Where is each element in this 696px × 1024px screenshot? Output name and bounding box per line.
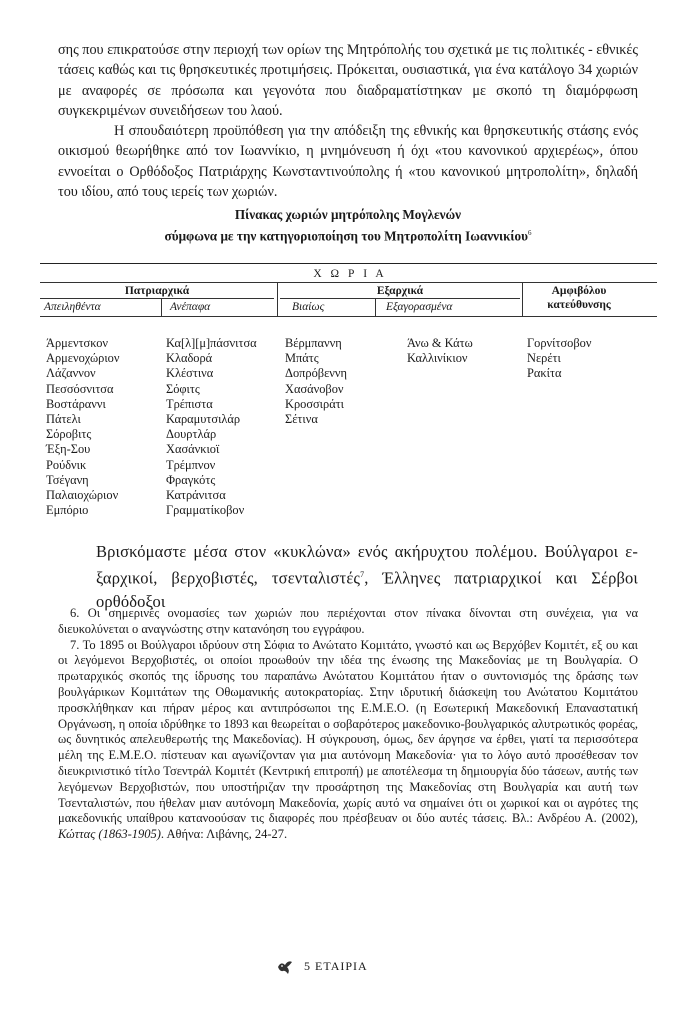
village-name: Δοπρόβεννη [285,366,347,381]
village-name: Τρέμπνον [166,457,216,472]
footnote-6: 6. Οι σημερινές ονομασίες των χωριών που περιέχονται στον πίνακα δίνονται στη συνέχεια, για να διευκολύνεται ο αναγνώστης στην κατανόηση του εγγράφου. [58,606,638,636]
column-apeilithenta [46,336,119,518]
village-name: Καλλινίκιον [407,351,468,366]
footnote-7-end: . Αθήνα: Λιβάνης, 24-27. [160,827,288,842]
separator-2 [522,283,523,316]
village-name: Σόφιτς [166,381,200,396]
village-name: Παλαιοχώριον [46,488,119,503]
table-title-note: 6 [527,229,532,237]
patriarchal-rule [40,298,274,299]
village-name: Γορνίτσοβον [527,336,592,350]
village-name: Πεσσόσνιτσα [46,381,114,396]
intro-text [58,40,638,202]
body-line-2-pre: ξαρχικοί, βερχοβιστές, τσενταλιστές [96,568,361,588]
subheader-anepafa: Ανέπαφα [170,301,211,313]
village-name: Τρέπιστα [166,396,213,411]
village-name: Χασάνοβον [285,381,344,396]
column-viaios [285,336,347,427]
table-header-rule [40,282,657,283]
village-name: Κατράνιτσα [166,488,226,503]
footnote-7 [58,638,638,843]
subheader-exagorasmena: Εξαγορασμένα [386,301,453,313]
village-name: Κροσσιράτι [285,396,345,411]
intro-paragraph-1: σης που επικρατούσε στην περιοχή των ορίων της Μητρόπολής του σχετικά με τις πολιτικές - εθνικές τάσεις καθώς και τις θρησκευτικές προτιμήσεις. Πρόκειται, ουσιαστικά, για ένα κατάλογο 34 χωριών με αναφορές σε πρόσωπα και γεγονότα που διαδραματίστηκαν με σκοπό τη διαμόρφωση συγκεκριμένων συνειδήσεων του λαού. [58,42,638,119]
village-name: Βέρμπαννη [285,336,342,350]
table-title-line-2-wrap [58,224,638,245]
village-name: Λάζαννον [46,366,96,381]
body-line-1: Βρισκόμαστε μέσα στον «κυκλώνα» ενός ακήρυχτου πολέμου. Βούλγαροι ε- [96,542,638,561]
table-title-line-1: Πίνακας χωριών μητρόπολης Μογλενών [234,207,462,222]
village-name: Τσέγανη [46,472,89,487]
exarchal-rule [280,298,520,299]
bird-emblem-icon [276,958,294,976]
footnote-7-title: Κώττας (1863-1905) [58,827,161,842]
separator-3 [161,299,162,316]
table-title [58,206,638,245]
village-name: Ρούδνικ [46,457,87,472]
village-name: Κλαδορά [166,351,213,366]
village-name: Σόροβιτς [46,427,92,442]
group-exarchal: Εξαρχικά [376,285,424,297]
village-name: Νερέτι [527,351,561,366]
village-name: Χασάνκιοϊ [166,442,220,457]
village-name: Κλέστινα [166,366,214,381]
intro-paragraph-2: Η σπουδαιότερη προϋπόθεση για την απόδειξη της εθνικής και θρησκευτικής στάσης ενός οικισμού θεωρήθηκε από τον Ιωαννίκιο, η μνημόνευση ή όχι «του κανονικού αρχιερέως», όπου εννοείται ο Ορθόδοξος Πατριάρχης Κωνσταντινούπολης ή «του κανονικού μητροπολίτη», δηλαδή του ιδίου, από τους ιερείς των χωριών. [58,123,638,201]
table-top-header: Χ Ω Ρ Ι Α [313,268,387,280]
footnotes [58,606,638,843]
village-name: Γραμματίκοβον [166,503,245,518]
village-name: Καραμυτσιλάρ [166,412,241,427]
column-exagorasmena [407,336,473,366]
subheader-viaios: Βιαίως [292,301,325,313]
table-subheader-rule [40,316,657,317]
village-name: Εμπόριο [46,503,89,518]
table-title-line-2: σύμφωνα με την κατηγοριοποίηση του Μητροπολίτη Ιωαννικίου [164,228,528,244]
column-ambiguous [527,336,591,382]
separator-4 [375,299,376,316]
village-name: Φραγκότς [166,472,216,487]
village-name: Σέτινα [285,412,318,427]
group-ambiguous: Αμφιβόλου κατεύθυνσης [547,285,611,311]
body-line-2-post: , Έλληνες πατριαρχικοί και Σέρβοι ορθόδοξοι [96,568,638,611]
group-patriarchal: Πατριαρχικά [124,285,190,297]
village-name: Άνω & Κάτω [407,336,473,350]
village-name: Κα[λ][μ]πάσνιτσα [166,336,257,350]
body-text [96,540,638,613]
body-line-2-note: 7 [360,570,365,579]
subheader-apeilithenta: Απειληθέντα [44,301,101,313]
footnote-7-main: 7. Το 1895 οι Βούλγαροι ιδρύουν στη Σόφια το Ανώτατο Κομιτάτο, γνωστό και ως Βερχόβεν Κομιτέτ, εξ ου και οι λεγόμενοι Βερχοβιστές, οι οποίοι προωθούν την ιδέα της ένωσης της Μακεδονίας με τη Βουλγαρία. Ο πρωταρχικός σκοπός της ίδρυσης του παραπάνω Ανώτατου Κομιτάτου ήταν ο συντονισμός της δράσης των βουλγάρικων Κομιτάτων της Οθωμανικής αυτοκρατορίας. Στην ιδρυτική διάσκεψη του Ανώτατου Κομιτάτου προσκλήθηκαν και πήραν μέρος και αντιπρόσωποι της Ε.Μ.Ε.Ο. (η Εσωτερική Μακεδονική Επαναστατική Οργάνωση, η οποία ιδρύθηκε το 1893 και θεωρείται ο σοβαρότερος μακεδονικο-βουλγαρικός αλυτρωτικός φορέας, ως δυνητικός απελευθερωτής της Μακεδονίας). Η σύγκρουση, όμως, δεν άργησε να έρθει, γιατί τα περισσότερα μέλη της Ε.Μ.Ε.Ο. πίστευαν και αγωνίζονταν για μια αυτόνομη Μακεδονία· για το λόγο αυτό προσέθεσαν τον διευκρινιστικό τίτλο Τσεντράλ Κομιτέτ (Κεντρική επιτροπή) με αποτέλεσμα τη δημιουργία δύο τάσεων, αυτής των λεγόμενων Βερχοβιστών, που υποστήριζαν την προσάρτηση της Μακεδονίας στη Βουλγαρία και αυτή των Τσενταλιστών, που ήθελαν μιαν αυτόνομη Μακεδονία, χωρίς αυτό να σημαίνει ότι οι χωρικοί και οι αγρότες της μακεδονικής υπαίθρου κατανοούσαν τις διαφορές που πρέσβευαν οι δύο αυτές τάσεις. Βλ.: Ανδρέου Α. (2002), [58,637,638,826]
column-anepafa [166,336,257,518]
village-name: Πάτελι [46,412,81,427]
village-name: Μπάτς [285,351,319,366]
table-top-rule [40,263,657,264]
village-name: Άρμεντσκον [46,336,109,350]
village-name: Βοστάραννι [46,396,106,411]
village-name: Δουρτλάρ [166,427,217,442]
village-name: Αρμενοχώριον [46,351,120,366]
village-name: Ρακίτα [527,366,562,381]
footer-text: 5 ΕΤΑΙΡΙΑ [304,958,368,973]
village-name: Έξη-Σου [46,442,91,457]
page-footer [276,958,368,976]
separator-1 [277,283,278,316]
